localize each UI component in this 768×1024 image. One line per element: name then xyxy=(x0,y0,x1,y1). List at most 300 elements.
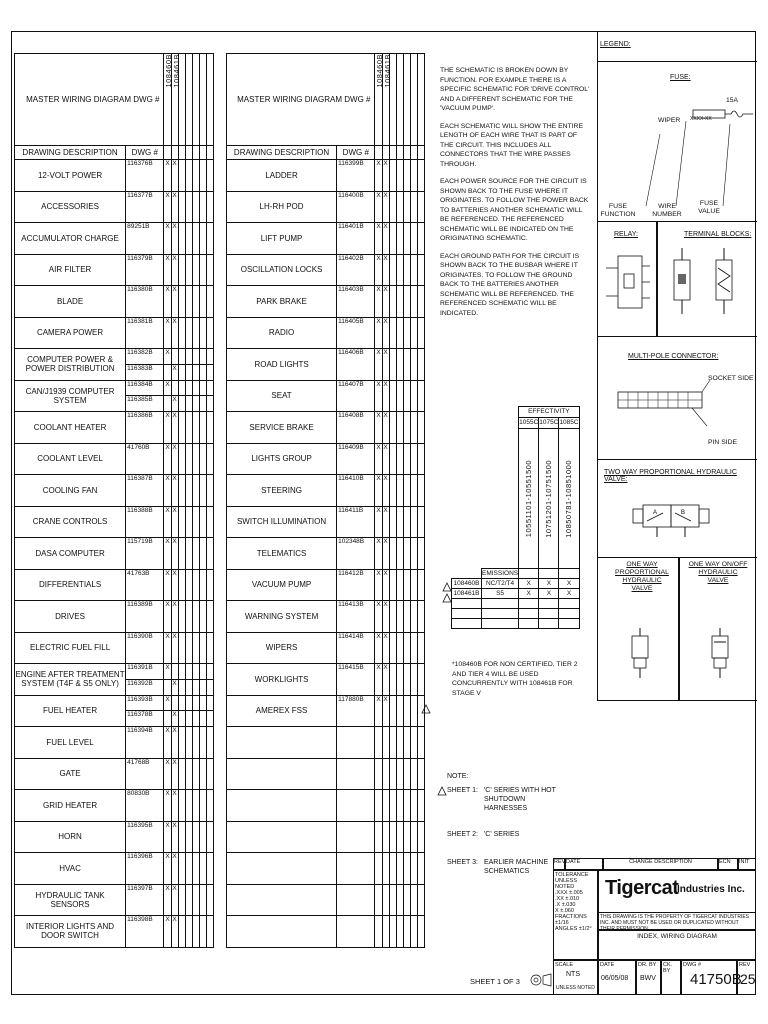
drawing-description: LIFT PUMP xyxy=(227,223,337,255)
scale-cell xyxy=(553,960,598,995)
left_table-dwg-header: DWG # xyxy=(126,146,164,160)
drawing-description xyxy=(227,758,337,790)
property-notice: THIS DRAWING IS THE PROPERTY OF TIGERCAT INDUSTRIES INC. AND MUST NOT BE USED OR DUPLICATED WITHOUT THEIR PERMISSION. xyxy=(598,912,756,930)
tb-init-h: INIT xyxy=(738,858,756,870)
applicability-mark: X xyxy=(375,601,382,633)
drawing-title: INDEX, WIRING DIAGRAM xyxy=(598,930,756,960)
right_table-desc-header: DRAWING DESCRIPTION xyxy=(227,146,337,160)
drawing-description xyxy=(227,821,337,853)
drawing-description: SEAT xyxy=(227,380,337,412)
applicability-mark xyxy=(171,664,178,680)
applicability-mark: X xyxy=(375,412,382,444)
applicability-mark: X xyxy=(171,254,178,286)
drawing-description: WIPERS xyxy=(227,632,337,664)
drawing-description: CAMERA POWER xyxy=(15,317,126,349)
multipole-title: MULTI-POLE CONNECTOR: xyxy=(628,353,719,360)
model-1055c: 1055C xyxy=(519,418,539,429)
serial-range: 10850781-10851000 xyxy=(564,459,574,538)
table-row xyxy=(15,727,214,759)
drawing-description: ELECTRIC FUEL FILL xyxy=(15,632,126,664)
applicability-mark: X xyxy=(164,475,171,507)
table-row xyxy=(15,317,214,349)
eff-mark: X xyxy=(559,579,579,589)
table-row xyxy=(227,443,425,475)
scale-units: UNLESS NOTED xyxy=(556,985,595,991)
table-row xyxy=(227,475,425,507)
drawing-number: 116389B xyxy=(126,601,164,633)
company-block xyxy=(598,870,756,912)
eff-mark: X xyxy=(539,589,559,599)
one-way-onoff-title: ONE WAY ON/OFF HYDRAULIC VALVE xyxy=(688,561,748,584)
applicability-mark xyxy=(164,711,171,727)
drawing-description: ROAD LIGHTS xyxy=(227,349,337,381)
socket-side-label: SOCKET SIDE xyxy=(708,375,754,382)
legend-title: LEGEND: xyxy=(600,41,631,48)
serial-range: 10551101-10551500 xyxy=(523,459,533,538)
applicability-mark: X xyxy=(171,475,178,507)
tolerance-line: .X ±.030 xyxy=(555,902,576,908)
table-row xyxy=(227,664,425,696)
drawing-description: VACUUM PUMP xyxy=(227,569,337,601)
fuse-amp: 15A xyxy=(726,97,739,104)
sheet-num: SHEET 3: xyxy=(447,859,478,866)
drawing-description: COOLING FAN xyxy=(15,475,126,507)
applicability-mark: X xyxy=(171,443,178,475)
applicability-mark xyxy=(375,727,382,759)
drawing-description: BLADE xyxy=(15,286,126,318)
applicability-mark: X xyxy=(171,758,178,790)
table-row xyxy=(227,349,425,381)
drawing-description: STEERING xyxy=(227,475,337,507)
title-block xyxy=(553,858,756,995)
applicability-mark: X xyxy=(171,191,178,223)
applicability-mark xyxy=(375,853,382,885)
applicability-mark: X xyxy=(171,821,178,853)
note-paragraph: EACH SCHEMATIC WILL SHOW THE ENTIRE LENGTH OF EACH WIRE THAT IS PART OF THE CIRCUIT. THIS INCLUDES ALL CONNECTORS THAT THE WIRE PASSES THROUGH. xyxy=(440,122,583,168)
eff-mark: X xyxy=(519,589,539,599)
drawing-number: 116405B xyxy=(337,317,375,349)
applicability-mark: X xyxy=(375,475,382,507)
company-suffix: Industries Inc. xyxy=(677,884,745,895)
table-row xyxy=(15,853,214,885)
drawing-number: 116402B xyxy=(337,254,375,286)
applicability-mark: X xyxy=(164,506,171,538)
eff-dwg: 108460B xyxy=(453,579,480,587)
applicability-mark: X xyxy=(375,632,382,664)
applicability-mark xyxy=(375,884,382,916)
drawing-description: GRID HEATER xyxy=(15,790,126,822)
drawing-number: 115719B xyxy=(126,538,164,570)
drawing-description xyxy=(227,853,337,885)
table-row xyxy=(15,254,214,286)
drawn-by-cell xyxy=(636,960,661,995)
revision-triangle-icon xyxy=(421,704,431,714)
drawing-number: 41768B xyxy=(126,758,164,790)
table-row xyxy=(227,254,425,286)
drawing-description: PARK BRAKE xyxy=(227,286,337,318)
sheet-desc: EARLIER MACHINE SCHEMATICS xyxy=(483,859,549,875)
table-row xyxy=(227,317,425,349)
terminal-block-icon xyxy=(666,246,751,316)
drawing-number: 116398B xyxy=(126,916,164,948)
applicability-mark xyxy=(171,695,178,711)
left_table-header-col: 108460B xyxy=(164,54,174,88)
applicability-mark xyxy=(382,727,389,759)
drawing-number: 116392B xyxy=(126,679,164,695)
eff-mark: X xyxy=(519,579,539,589)
revision-cell xyxy=(737,960,756,995)
drawing-number: 116379B xyxy=(126,254,164,286)
table-row xyxy=(15,223,214,255)
drawing-description: HORN xyxy=(15,821,126,853)
drawing-number: 116395B xyxy=(126,821,164,853)
applicability-mark: X xyxy=(164,758,171,790)
terminal-blocks-title: TERMINAL BLOCKS: xyxy=(684,231,752,238)
drawing-description: RADIO xyxy=(227,317,337,349)
applicability-mark: X xyxy=(171,317,178,349)
sheet-note-1 xyxy=(447,786,559,813)
drawing-number-cell xyxy=(681,960,742,995)
table-row xyxy=(15,821,214,853)
table-row xyxy=(227,538,425,570)
drawing-description: GATE xyxy=(15,758,126,790)
tolerance-line: .XX ±.010 xyxy=(555,896,580,902)
applicability-mark: X xyxy=(164,380,171,396)
tb-rev-h: REV xyxy=(553,858,565,870)
applicability-mark: X xyxy=(382,160,389,192)
tolerance-title: TOLERANCE UNLESS NOTED xyxy=(555,872,589,890)
applicability-mark: X xyxy=(382,317,389,349)
table-row xyxy=(227,916,425,948)
table-row xyxy=(15,632,214,664)
fuse-value-label: FUSE VALUE xyxy=(698,200,720,215)
applicability-mark: X xyxy=(382,412,389,444)
applicability-mark: X xyxy=(164,254,171,286)
applicability-mark xyxy=(164,679,171,695)
applicability-mark: X xyxy=(375,349,382,381)
drawing-number: 41763B xyxy=(126,569,164,601)
applicability-mark: X xyxy=(171,569,178,601)
table-row xyxy=(227,884,425,916)
tolerance-line: X ±.060 xyxy=(555,908,574,914)
drawing-number xyxy=(337,821,375,853)
tolerance-box xyxy=(553,870,598,960)
applicability-mark: X xyxy=(164,884,171,916)
applicability-mark: X xyxy=(171,223,178,255)
drawing-description xyxy=(227,790,337,822)
drawing-number: 116391B xyxy=(126,664,164,680)
tb-date-h: DATE xyxy=(565,858,603,870)
note-paragraph: EACH GROUND PATH FOR THE CIRCUIT IS SHOWN BACK TO THE BUSBAR WHERE IT ORIGINATES. TO FOLLOW THE GROUND BACK TO THE BATTERIES ANOTHER SCHEMATIC WILL BE REFERENCED. THE REFERENCED SCHEMATIC WILL BE INDICATED. xyxy=(440,252,580,317)
applicability-mark xyxy=(171,380,178,396)
note-label: NOTE: xyxy=(447,773,469,780)
drawing-number: 116377B xyxy=(126,191,164,223)
drawing-number: 116390B xyxy=(126,632,164,664)
applicability-mark: X xyxy=(375,223,382,255)
table-row xyxy=(227,380,425,412)
fuse-wiper: WIPER xyxy=(658,117,681,124)
drawing-description: WORKLIGHTS xyxy=(227,664,337,696)
drawing-description: HVAC xyxy=(15,853,126,885)
applicability-mark: X xyxy=(382,632,389,664)
model-1075c: 1075C xyxy=(539,418,559,429)
applicability-mark: X xyxy=(382,443,389,475)
applicability-mark: X xyxy=(164,223,171,255)
table-row xyxy=(227,790,425,822)
drawing-number: 116413B xyxy=(337,601,375,633)
table-row xyxy=(15,349,214,365)
applicability-mark: X xyxy=(164,443,171,475)
drawing-description: LADDER xyxy=(227,160,337,192)
drawing-number: 116403B xyxy=(337,286,375,318)
applicability-mark xyxy=(382,758,389,790)
drawing-description: AIR FILTER xyxy=(15,254,126,286)
table-row xyxy=(227,695,425,727)
drawing-description: SWITCH ILLUMINATION xyxy=(227,506,337,538)
table-row xyxy=(15,443,214,475)
drawing-number: 116383B xyxy=(126,364,164,380)
eff-dwg: 108461B xyxy=(453,589,480,597)
table-row xyxy=(15,412,214,444)
table-row xyxy=(227,506,425,538)
applicability-mark: X xyxy=(382,538,389,570)
drawing-description: LIGHTS GROUP xyxy=(227,443,337,475)
drawing-number: 116396B xyxy=(126,853,164,885)
applicability-mark: X xyxy=(171,364,178,380)
applicability-mark: X xyxy=(171,853,178,885)
drawing-description: DASA COMPUTER xyxy=(15,538,126,570)
legend-panel xyxy=(597,31,757,701)
drawing-number: 116414B xyxy=(337,632,375,664)
applicability-mark: X xyxy=(171,601,178,633)
drawing-description: CRANE CONTROLS xyxy=(15,506,126,538)
wire-number-label: WIRE NUMBER xyxy=(652,203,682,218)
applicability-mark: X xyxy=(171,506,178,538)
drawing-description: OSCILLATION LOCKS xyxy=(227,254,337,286)
table-row xyxy=(227,853,425,885)
applicability-mark: X xyxy=(164,821,171,853)
applicability-mark: X xyxy=(164,695,171,711)
company-logo: Tigercat xyxy=(605,877,679,899)
sheet-num: SHEET 2: xyxy=(447,831,478,838)
applicability-mark: X xyxy=(171,538,178,570)
effectivity-table xyxy=(451,406,580,629)
table-row xyxy=(15,569,214,601)
table-row xyxy=(227,569,425,601)
applicability-mark: X xyxy=(382,506,389,538)
table-row xyxy=(15,664,214,680)
applicability-mark: X xyxy=(375,380,382,412)
revision-triangle-icon xyxy=(442,582,452,604)
applicability-mark xyxy=(382,821,389,853)
proportional-valve-icon xyxy=(620,626,660,686)
right_table-header-col: 108461B xyxy=(382,54,392,88)
drawing-description: COOLANT LEVEL xyxy=(15,443,126,475)
eff-emissions: NC/T2/T4 xyxy=(482,579,519,589)
applicability-mark: X xyxy=(164,569,171,601)
drawing-number: 117880B xyxy=(337,695,375,727)
applicability-mark: X xyxy=(382,254,389,286)
applicability-mark: X xyxy=(375,286,382,318)
applicability-mark: X xyxy=(164,916,171,948)
tolerance-line: FRACTIONS ±1/16 xyxy=(555,914,587,926)
applicability-mark: X xyxy=(382,191,389,223)
tolerance-line: ANGLES ±1/2° xyxy=(555,926,592,932)
applicability-mark: X xyxy=(164,790,171,822)
model-1085c: 1085C xyxy=(559,418,579,429)
applicability-mark: X xyxy=(382,695,389,727)
drawing-description: DRIVES xyxy=(15,601,126,633)
fuse-code: XXXX-XX xyxy=(690,116,712,122)
drawing-description: DIFFERENTIALS xyxy=(15,569,126,601)
applicability-mark: X xyxy=(171,286,178,318)
drawing-number: 116378B xyxy=(126,711,164,727)
left-index-table xyxy=(14,53,214,948)
revision-number: 25 xyxy=(740,971,756,987)
fuse-function-label: FUSE FUNCTION xyxy=(600,203,636,218)
fuse-title: FUSE: xyxy=(670,74,691,81)
drawing-number: 116401B xyxy=(337,223,375,255)
applicability-mark: X xyxy=(375,695,382,727)
applicability-mark xyxy=(164,364,171,380)
drawing-number: 41760B xyxy=(126,443,164,475)
table-row xyxy=(227,286,425,318)
applicability-mark: X xyxy=(375,443,382,475)
right_table-dwg-header: DWG # xyxy=(337,146,375,160)
date-value: 06/05/08 xyxy=(601,975,629,982)
effectivity-title: EFFECTIVITY xyxy=(519,407,579,418)
relay-title: RELAY: xyxy=(614,231,638,238)
applicability-mark xyxy=(375,821,382,853)
drawing-description: CAN/J1939 COMPUTER SYSTEM xyxy=(15,380,126,412)
table-row xyxy=(15,160,214,192)
checked-by-label: CK. BY xyxy=(663,962,673,974)
drawing-description: TELEMATICS xyxy=(227,538,337,570)
applicability-mark: X xyxy=(171,884,178,916)
drawing-number: 116415B xyxy=(337,664,375,696)
applicability-mark: X xyxy=(164,317,171,349)
drawing-number: 116382B xyxy=(126,349,164,365)
applicability-mark: X xyxy=(382,223,389,255)
applicability-mark xyxy=(375,916,382,948)
applicability-mark: X xyxy=(382,349,389,381)
applicability-mark xyxy=(382,853,389,885)
applicability-mark: X xyxy=(171,160,178,192)
relay-symbol-icon xyxy=(604,246,654,316)
applicability-mark xyxy=(375,758,382,790)
drawing-number: 80830B xyxy=(126,790,164,822)
applicability-mark: X xyxy=(382,286,389,318)
applicability-mark: X xyxy=(171,727,178,759)
drawing-number: 116387B xyxy=(126,475,164,507)
applicability-mark: X xyxy=(164,601,171,633)
applicability-mark: X xyxy=(171,916,178,948)
effectivity-footnote: *108460B FOR NON CERTIFIED, TIER 2 AND TIER 4 WILL BE USED CONCURRENTLY WITH 108461B FOR STAGE V xyxy=(452,661,578,697)
applicability-mark: X xyxy=(375,254,382,286)
table-row xyxy=(227,223,425,255)
drawn-by-label: DR. BY xyxy=(638,962,657,968)
emissions-header: EMISSIONS xyxy=(482,569,519,577)
table-row xyxy=(15,695,214,711)
drawing-number: 116400B xyxy=(337,191,375,223)
table-row xyxy=(227,821,425,853)
drawing-number: 116407B xyxy=(337,380,375,412)
applicability-mark: X xyxy=(171,412,178,444)
applicability-mark: X xyxy=(375,160,382,192)
tb-change-h: CHANGE DESCRIPTION xyxy=(603,858,718,870)
drawing-description: ACCUMULATOR CHARGE xyxy=(15,223,126,255)
sheet-num: SHEET 1: xyxy=(447,787,478,794)
two-way-valve-icon xyxy=(623,491,738,551)
table-row xyxy=(15,758,214,790)
table-row xyxy=(227,758,425,790)
applicability-mark: X xyxy=(171,396,178,412)
drawing-description: COOLANT HEATER xyxy=(15,412,126,444)
drawing-number: 116394B xyxy=(126,727,164,759)
table-row xyxy=(15,286,214,318)
drawing-number: 41750B xyxy=(690,971,742,988)
drawing-description xyxy=(227,884,337,916)
applicability-mark: X xyxy=(382,601,389,633)
tolerance-line: .XXX ±.005 xyxy=(555,890,583,896)
eff-mark: X xyxy=(539,579,559,589)
drawing-number: 116376B xyxy=(126,160,164,192)
drawing-number: 116410B xyxy=(337,475,375,507)
drawing-description: LH-RH POD xyxy=(227,191,337,223)
drawing-number: 116411B xyxy=(337,506,375,538)
applicability-mark xyxy=(164,396,171,412)
applicability-mark: X xyxy=(164,664,171,680)
applicability-mark: X xyxy=(375,538,382,570)
applicability-mark: X xyxy=(164,160,171,192)
applicability-mark: X xyxy=(171,711,178,727)
sheet-note-2 xyxy=(447,830,519,839)
applicability-mark: X xyxy=(382,475,389,507)
applicability-mark: X xyxy=(382,569,389,601)
applicability-mark: X xyxy=(164,538,171,570)
table-row xyxy=(15,380,214,396)
drawing-description: FUEL LEVEL xyxy=(15,727,126,759)
applicability-mark: X xyxy=(375,506,382,538)
table-row xyxy=(15,538,214,570)
drawing-number: 102348B xyxy=(337,538,375,570)
drawing-number: 116393B xyxy=(126,695,164,711)
revision-triangle-icon xyxy=(437,786,447,796)
table-row xyxy=(227,191,425,223)
drawing-number: 89251B xyxy=(126,223,164,255)
sheet-desc: 'C' SERIES xyxy=(483,831,520,838)
applicability-mark: X xyxy=(164,191,171,223)
drawing-number: 116381B xyxy=(126,317,164,349)
applicability-mark xyxy=(171,349,178,365)
drawing-number: 116399B xyxy=(337,160,375,192)
applicability-mark: X xyxy=(375,191,382,223)
drawing-number: 116409B xyxy=(337,443,375,475)
pin-side-label: PIN SIDE xyxy=(708,439,738,446)
table-row xyxy=(15,475,214,507)
note-paragraph: EACH POWER SOURCE FOR THE CIRCUIT IS SHOWN BACK TO THE FUSE WHERE IT ORIGINATES. TO FOLLOW THE POWER BACK TO BATTERIES ANOTHER SCHEMATIC WILL BE REFERENCED. THE REFERENCED SCHEMATIC WILL BE INDICATED ON THE ORIGINATING SCHEMATIC. xyxy=(440,178,589,242)
applicability-mark: X xyxy=(164,727,171,759)
right_table-header-col: 108460B xyxy=(375,54,385,88)
applicability-mark xyxy=(375,790,382,822)
tb-ecn-h: ECN xyxy=(718,858,738,870)
drawing-number: 116386B xyxy=(126,412,164,444)
left_table-header-col: 108461B xyxy=(171,54,181,88)
eff-mark: X xyxy=(559,589,579,599)
drawing-description: AMEREX FSS xyxy=(227,695,337,727)
applicability-mark: X xyxy=(375,664,382,696)
svg-text:A: A xyxy=(653,510,658,516)
